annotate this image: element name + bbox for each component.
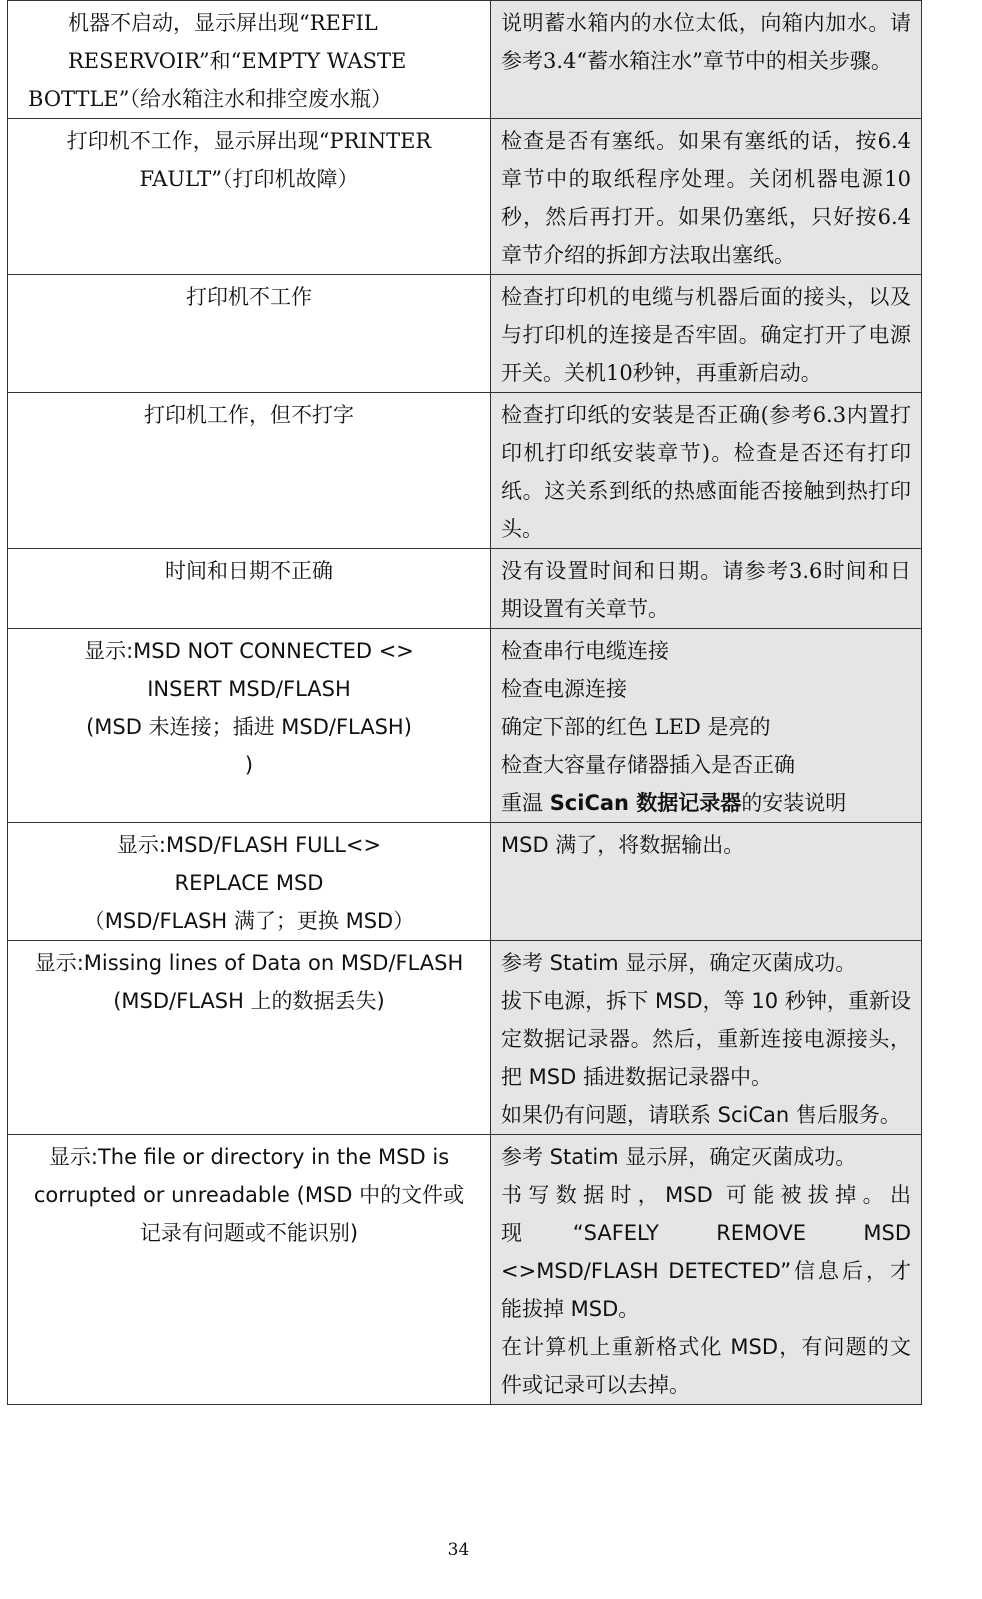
solution-line: 检查打印机的电缆与机器后面的接头，以及与打印机的连接是否牢固。确定打开了电源开关。关机10秒钟，再重新启动。 [501, 285, 911, 385]
solution-line: MSD 满了，将数据输出。 [501, 833, 745, 857]
problem-line: 显示:MSD/FLASH FULL<> [116, 833, 382, 857]
problem-line: ) [244, 753, 254, 777]
solution-line: 书写数据时，MSD 可能被拔掉。出现“SAFELY REMOVE MSD <>MSD/FLASH DETECTED”信息后，才能拔掉 MSD。 [501, 1183, 911, 1321]
solution-cell [491, 275, 922, 393]
solution-line: 说明蓄水箱内的水位太低，向箱内加水。请参考3.4“蓄水箱注水”章节中的相关步骤。 [501, 11, 911, 73]
solution-line: 检查打印纸的安装是否正确(参考6.3内置打印机打印纸安装章节)。检查是否还有打印纸。这关系到纸的热感面能否接触到热打印头。 [501, 403, 911, 541]
problem-line: 打印机不工作，显示屏出现“PRINTER [66, 129, 432, 153]
problem-line: INSERT MSD/FLASH [147, 677, 351, 701]
table-row [8, 275, 922, 393]
solution-line: 参考 Statim 显示屏，确定灭菌成功。 [501, 1145, 857, 1169]
table-row [8, 629, 922, 823]
solution-bold-text: SciCan 数据记录器 [549, 791, 742, 815]
problem-cell [8, 823, 491, 941]
solution-cell [491, 119, 922, 275]
table-row [8, 941, 922, 1135]
table-row [8, 549, 922, 629]
solution-line: 没有设置时间和日期。请参考3.6时间和日期设置有关章节。 [501, 559, 911, 621]
solution-line: 参考 Statim 显示屏，确定灭菌成功。 [501, 951, 857, 975]
solution-cell [491, 549, 922, 629]
problem-cell [8, 275, 491, 393]
table-row [8, 119, 922, 275]
solution-cell [491, 941, 922, 1135]
table-row [8, 823, 922, 941]
solution-line: 拔下电源，拆下 MSD，等 10 秒钟，重新设定数据记录器。然后，重新连接电源接头，把 MSD 插进数据记录器中。 [501, 989, 911, 1089]
solution-line: 在计算机上重新格式化 MSD，有问题的文件或记录可以去掉。 [501, 1335, 911, 1397]
solution-text: 重温 [501, 791, 550, 815]
problem-cell [8, 393, 491, 549]
solution-line: 检查电源连接 [501, 677, 627, 701]
problem-cell [8, 629, 491, 823]
table-row [8, 1135, 922, 1405]
solution-line [501, 784, 911, 822]
problem-line: 打印机工作，但不打字 [144, 403, 354, 427]
problem-cell [8, 549, 491, 629]
problem-line: （MSD/FLASH 满了；更换 MSD） [83, 909, 415, 933]
solution-line: 确定下部的红色 LED 是亮的 [501, 715, 771, 739]
solution-line: 如果仍有问题，请联系 SciCan 售后服务。 [501, 1103, 901, 1127]
problem-line: 记录有问题或不能识别) [139, 1221, 359, 1245]
problem-line: 显示:The file or directory in the MSD is [48, 1145, 450, 1169]
solution-cell [491, 1135, 922, 1405]
problem-cell [8, 119, 491, 275]
problem-line: (MSD 未连接；插进 MSD/FLASH) [86, 715, 412, 739]
problem-cell [8, 1, 491, 119]
solution-cell [491, 629, 922, 823]
problem-cell [8, 941, 491, 1135]
page-number: 34 [447, 1540, 470, 1560]
solution-cell [491, 1, 922, 119]
solution-text: 的安装说明 [741, 791, 847, 815]
problem-line: 时间和日期不正确 [165, 559, 333, 583]
problem-line: (MSD/FLASH 上的数据丢失) [113, 989, 385, 1013]
solution-line: 检查大容量存储器插入是否正确 [501, 753, 795, 777]
problem-line: 显示:Missing lines of Data on MSD/FLASH [34, 951, 464, 975]
table-row [8, 393, 922, 549]
table-row [8, 1, 922, 119]
problem-line: BOTTLE”（给水箱注水和排空废水瓶） [28, 87, 392, 111]
problem-line: 机器不启动，显示屏出现“REFIL [68, 11, 378, 35]
troubleshooting-table [7, 0, 922, 1405]
solution-cell [491, 823, 922, 941]
solution-line: 检查串行电缆连接 [501, 639, 669, 663]
problem-line: 显示:MSD NOT CONNECTED <> [84, 639, 414, 663]
solution-line: 检查是否有塞纸。如果有塞纸的话，按6.4章节中的取纸程序处理。关闭机器电源10秒，然后再打开。如果仍塞纸，只好按6.4章节介绍的拆卸方法取出塞纸。 [501, 129, 911, 267]
problem-line: REPLACE MSD [174, 871, 324, 895]
problem-line: corrupted or unreadable (MSD 中的文件或 [33, 1183, 465, 1207]
solution-cell [491, 393, 922, 549]
problem-line: FAULT”（打印机故障） [139, 167, 359, 191]
problem-cell [8, 1135, 491, 1405]
problem-line: RESERVOIR”和“EMPTY WASTE [68, 49, 407, 73]
problem-line: 打印机不工作 [186, 285, 312, 309]
